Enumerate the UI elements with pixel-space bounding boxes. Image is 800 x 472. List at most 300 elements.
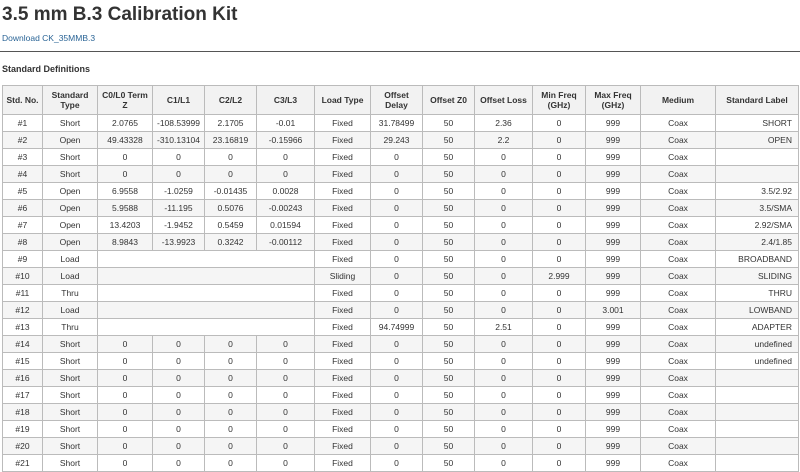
table-cell-standard-type: Short (43, 115, 98, 132)
table-row (3, 149, 799, 166)
table-cell-min-freq: 0 (533, 302, 586, 319)
table-cell-max-freq: 999 (586, 183, 641, 200)
table-cell-load-type: Fixed (315, 336, 371, 353)
page-title: 3.5 mm B.3 Calibration Kit (2, 4, 238, 25)
table-cell-standard-label: THRU (716, 285, 799, 302)
table-cell-std-no: #20 (3, 438, 43, 455)
table-cell-offset-loss: 0 (475, 404, 533, 421)
table-cell-medium: Coax (641, 285, 716, 302)
table-cell-offset-z0: 50 (423, 370, 475, 387)
table-cell-c0-l0-term-z: 2.0765 (98, 115, 153, 132)
table-cell-standard-type: Short (43, 438, 98, 455)
table-cell-offset-delay: 94.74999 (371, 319, 423, 336)
table-cell-max-freq: 999 (586, 455, 641, 472)
table-cell-max-freq: 999 (586, 200, 641, 217)
table-cell-load-type: Fixed (315, 132, 371, 149)
table-cell-standard-label: SHORT (716, 115, 799, 132)
table-cell-c1-l1: 0 (153, 149, 205, 166)
table-cell-offset-delay: 0 (371, 438, 423, 455)
table-cell-offset-delay: 0 (371, 336, 423, 353)
table-cell-min-freq: 0 (533, 455, 586, 472)
table-cell-offset-z0: 50 (423, 319, 475, 336)
table-cell-offset-loss: 0 (475, 336, 533, 353)
table-cell-standard-type: Open (43, 200, 98, 217)
table-cell-offset-z0: 50 (423, 421, 475, 438)
download-link[interactable]: Download CK_35MMB.3 (2, 33, 96, 43)
table-cell-medium: Coax (641, 251, 716, 268)
table-cell-standard-type: Load (43, 251, 98, 268)
table-cell-medium: Coax (641, 370, 716, 387)
table-cell-medium: Coax (641, 217, 716, 234)
table-cell-c1-l1: -1.0259 (153, 183, 205, 200)
table-cell-standard-label: 3.5/SMA (716, 200, 799, 217)
table-cell-c0-l0-term-z: 13.4203 (98, 217, 153, 234)
table-row (3, 183, 799, 200)
table-cell-load-type: Fixed (315, 302, 371, 319)
table-cell-empty (98, 302, 315, 319)
table-cell-standard-type: Short (43, 149, 98, 166)
table-cell-offset-loss: 0 (475, 370, 533, 387)
table-cell-medium: Coax (641, 149, 716, 166)
table-cell-offset-z0: 50 (423, 302, 475, 319)
section-title: Standard Definitions (2, 64, 91, 74)
table-cell-c3-l3: 0 (257, 404, 315, 421)
table-cell-offset-loss: 2.36 (475, 115, 533, 132)
table-cell-load-type: Fixed (315, 234, 371, 251)
column-header-c1-l1: C1/L1 (153, 86, 205, 115)
table-cell-c2-l2: 0.3242 (205, 234, 257, 251)
table-cell-offset-z0: 50 (423, 285, 475, 302)
table-cell-empty (98, 319, 315, 336)
table-cell-std-no: #7 (3, 217, 43, 234)
table-cell-c1-l1: 0 (153, 370, 205, 387)
table-cell-load-type: Fixed (315, 353, 371, 370)
table-cell-std-no: #18 (3, 404, 43, 421)
table-cell-c0-l0-term-z: 0 (98, 438, 153, 455)
table-cell-medium: Coax (641, 166, 716, 183)
table-cell-c1-l1: 0 (153, 438, 205, 455)
table-cell-c0-l0-term-z: 0 (98, 404, 153, 421)
table-cell-medium: Coax (641, 132, 716, 149)
table-cell-c3-l3: -0.01 (257, 115, 315, 132)
table-body (3, 115, 799, 472)
table-cell-offset-loss: 2.2 (475, 132, 533, 149)
table-row (3, 217, 799, 234)
table-cell-std-no: #11 (3, 285, 43, 302)
table-cell-max-freq: 999 (586, 319, 641, 336)
table-cell-standard-label: undefined (716, 336, 799, 353)
table-cell-std-no: #4 (3, 166, 43, 183)
table-cell-offset-z0: 50 (423, 455, 475, 472)
table-cell-c3-l3: 0 (257, 336, 315, 353)
table-cell-c0-l0-term-z: 0 (98, 336, 153, 353)
table-cell-max-freq: 999 (586, 132, 641, 149)
table-cell-c1-l1: 0 (153, 336, 205, 353)
table-cell-load-type: Fixed (315, 200, 371, 217)
table-cell-c2-l2: 0.5076 (205, 200, 257, 217)
table-row (3, 115, 799, 132)
table-cell-offset-loss: 2.51 (475, 319, 533, 336)
table-cell-standard-label: BROADBAND (716, 251, 799, 268)
table-cell-c2-l2: 0 (205, 438, 257, 455)
table-cell-c2-l2: 0 (205, 404, 257, 421)
column-header-medium: Medium (641, 86, 716, 115)
table-cell-offset-delay: 0 (371, 404, 423, 421)
table-cell-offset-delay: 0 (371, 285, 423, 302)
table-cell-c1-l1: -11.195 (153, 200, 205, 217)
table-cell-max-freq: 999 (586, 149, 641, 166)
table-cell-max-freq: 999 (586, 421, 641, 438)
table-row (3, 336, 799, 353)
table-cell-c0-l0-term-z: 0 (98, 370, 153, 387)
table-cell-std-no: #13 (3, 319, 43, 336)
table-cell-offset-loss: 0 (475, 234, 533, 251)
table-cell-offset-loss: 0 (475, 302, 533, 319)
table-cell-offset-loss: 0 (475, 268, 533, 285)
table-cell-standard-label (716, 166, 799, 183)
table-cell-c1-l1: 0 (153, 404, 205, 421)
table-cell-max-freq: 999 (586, 438, 641, 455)
table-cell-c3-l3: 0 (257, 370, 315, 387)
table-cell-c1-l1: -1.9452 (153, 217, 205, 234)
table-row (3, 251, 799, 268)
table-cell-max-freq: 999 (586, 217, 641, 234)
table-row (3, 132, 799, 149)
table-cell-offset-z0: 50 (423, 166, 475, 183)
table-cell-offset-loss: 0 (475, 251, 533, 268)
table-cell-c1-l1: 0 (153, 166, 205, 183)
table-cell-standard-label (716, 404, 799, 421)
table-cell-offset-loss: 0 (475, 285, 533, 302)
table-cell-c2-l2: 0 (205, 455, 257, 472)
table-row (3, 438, 799, 455)
table-cell-max-freq: 999 (586, 370, 641, 387)
column-header-load-type: Load Type (315, 86, 371, 115)
table-cell-standard-type: Short (43, 404, 98, 421)
table-cell-standard-label: 2.92/SMA (716, 217, 799, 234)
table-cell-offset-loss: 0 (475, 200, 533, 217)
table-cell-standard-type: Open (43, 234, 98, 251)
table-cell-medium: Coax (641, 234, 716, 251)
table-cell-medium: Coax (641, 302, 716, 319)
table-cell-std-no: #6 (3, 200, 43, 217)
table-cell-c0-l0-term-z: 0 (98, 455, 153, 472)
table-row (3, 302, 799, 319)
table-cell-load-type: Sliding (315, 268, 371, 285)
table-cell-offset-loss: 0 (475, 353, 533, 370)
table-cell-c1-l1: -310.13104 (153, 132, 205, 149)
table-cell-c0-l0-term-z: 0 (98, 387, 153, 404)
table-cell-offset-z0: 50 (423, 336, 475, 353)
table-cell-load-type: Fixed (315, 217, 371, 234)
table-cell-max-freq: 999 (586, 268, 641, 285)
table-cell-c3-l3: 0.01594 (257, 217, 315, 234)
table-cell-medium: Coax (641, 438, 716, 455)
table-cell-offset-z0: 50 (423, 353, 475, 370)
table-cell-empty (98, 251, 315, 268)
table-cell-offset-z0: 50 (423, 251, 475, 268)
table-cell-max-freq: 999 (586, 234, 641, 251)
table-cell-min-freq: 0 (533, 319, 586, 336)
table-cell-offset-z0: 50 (423, 234, 475, 251)
table-cell-c3-l3: -0.15966 (257, 132, 315, 149)
table-cell-empty (98, 268, 315, 285)
table-cell-c3-l3: 0.0028 (257, 183, 315, 200)
table-cell-medium: Coax (641, 421, 716, 438)
table-cell-c1-l1: 0 (153, 455, 205, 472)
table-cell-offset-loss: 0 (475, 438, 533, 455)
table-cell-c0-l0-term-z: 8.9843 (98, 234, 153, 251)
table-cell-std-no: #2 (3, 132, 43, 149)
table-cell-offset-delay: 0 (371, 455, 423, 472)
table-cell-medium: Coax (641, 353, 716, 370)
table-cell-load-type: Fixed (315, 251, 371, 268)
table-cell-c3-l3: 0 (257, 421, 315, 438)
table-cell-standard-label (716, 421, 799, 438)
column-header-c3-l3: C3/L3 (257, 86, 315, 115)
table-cell-standard-type: Short (43, 336, 98, 353)
table-cell-offset-delay: 0 (371, 234, 423, 251)
table-cell-offset-delay: 0 (371, 370, 423, 387)
table-row (3, 353, 799, 370)
table-cell-max-freq: 999 (586, 353, 641, 370)
table-cell-min-freq: 0 (533, 149, 586, 166)
table-header-row (3, 86, 799, 115)
table-cell-standard-label: OPEN (716, 132, 799, 149)
table-cell-medium: Coax (641, 455, 716, 472)
table-cell-empty (98, 285, 315, 302)
table-cell-c0-l0-term-z: 0 (98, 353, 153, 370)
table-cell-standard-label (716, 455, 799, 472)
table-cell-c3-l3: 0 (257, 149, 315, 166)
table-cell-load-type: Fixed (315, 404, 371, 421)
table-cell-load-type: Fixed (315, 319, 371, 336)
table-cell-max-freq: 999 (586, 166, 641, 183)
table-cell-min-freq: 0 (533, 438, 586, 455)
table-cell-min-freq: 0 (533, 217, 586, 234)
table-cell-min-freq: 0 (533, 166, 586, 183)
table-cell-c2-l2: 0 (205, 421, 257, 438)
table-cell-min-freq: 0 (533, 353, 586, 370)
table-cell-min-freq: 0 (533, 285, 586, 302)
table-cell-c2-l2: 2.1705 (205, 115, 257, 132)
table-cell-std-no: #12 (3, 302, 43, 319)
column-header-offset-delay: Offset Delay (371, 86, 423, 115)
standard-definitions-table (2, 85, 799, 472)
table-cell-std-no: #8 (3, 234, 43, 251)
table-cell-std-no: #15 (3, 353, 43, 370)
table-cell-min-freq: 0 (533, 132, 586, 149)
table-cell-offset-z0: 50 (423, 149, 475, 166)
table-cell-offset-z0: 50 (423, 404, 475, 421)
table-cell-min-freq: 0 (533, 183, 586, 200)
table-cell-load-type: Fixed (315, 370, 371, 387)
table-cell-c3-l3: 0 (257, 166, 315, 183)
table-cell-max-freq: 999 (586, 336, 641, 353)
table-row (3, 370, 799, 387)
table-cell-offset-z0: 50 (423, 115, 475, 132)
table-cell-standard-type: Load (43, 268, 98, 285)
table-cell-standard-label (716, 387, 799, 404)
column-header-standard-type: Standard Type (43, 86, 98, 115)
table-cell-offset-delay: 31.78499 (371, 115, 423, 132)
table-cell-max-freq: 999 (586, 115, 641, 132)
table-cell-max-freq: 999 (586, 404, 641, 421)
table-cell-load-type: Fixed (315, 285, 371, 302)
table-cell-standard-label: ADAPTER (716, 319, 799, 336)
table-cell-offset-delay: 29.243 (371, 132, 423, 149)
table-cell-c3-l3: -0.00112 (257, 234, 315, 251)
table-cell-c2-l2: 0 (205, 336, 257, 353)
table-cell-load-type: Fixed (315, 183, 371, 200)
table-cell-std-no: #16 (3, 370, 43, 387)
column-header-c0-l0-term-z: C0/L0 Term Z (98, 86, 153, 115)
table-cell-offset-z0: 50 (423, 387, 475, 404)
table-cell-offset-delay: 0 (371, 217, 423, 234)
table-cell-c3-l3: 0 (257, 387, 315, 404)
table-cell-min-freq: 0 (533, 251, 586, 268)
table-cell-c3-l3: 0 (257, 438, 315, 455)
table-cell-min-freq: 0 (533, 421, 586, 438)
table-cell-offset-delay: 0 (371, 421, 423, 438)
table-cell-c2-l2: -0.01435 (205, 183, 257, 200)
table-row (3, 455, 799, 472)
table-cell-std-no: #5 (3, 183, 43, 200)
table-cell-min-freq: 0 (533, 370, 586, 387)
table-row (3, 200, 799, 217)
table-row (3, 166, 799, 183)
table-cell-std-no: #14 (3, 336, 43, 353)
table-cell-load-type: Fixed (315, 421, 371, 438)
table-cell-standard-type: Short (43, 387, 98, 404)
table-cell-c1-l1: 0 (153, 421, 205, 438)
table-cell-offset-loss: 0 (475, 387, 533, 404)
table-cell-c2-l2: 0 (205, 387, 257, 404)
table-row (3, 234, 799, 251)
column-header-offset-z0: Offset Z0 (423, 86, 475, 115)
table-cell-medium: Coax (641, 319, 716, 336)
table-cell-offset-loss: 0 (475, 455, 533, 472)
table-cell-c2-l2: 23.16819 (205, 132, 257, 149)
table-row (3, 387, 799, 404)
table-cell-offset-z0: 50 (423, 268, 475, 285)
table-cell-standard-type: Open (43, 217, 98, 234)
table-cell-standard-label: 3.5/2.92 (716, 183, 799, 200)
table-cell-max-freq: 999 (586, 251, 641, 268)
table-cell-c0-l0-term-z: 49.43328 (98, 132, 153, 149)
table-cell-min-freq: 0 (533, 387, 586, 404)
table-cell-offset-delay: 0 (371, 149, 423, 166)
column-header-c2-l2: C2/L2 (205, 86, 257, 115)
table-cell-c3-l3: 0 (257, 455, 315, 472)
table-cell-medium: Coax (641, 336, 716, 353)
column-header-std-no: Std. No. (3, 86, 43, 115)
table-cell-c1-l1: -13.9923 (153, 234, 205, 251)
table-row (3, 285, 799, 302)
table-cell-medium: Coax (641, 183, 716, 200)
divider (0, 51, 800, 52)
table-cell-load-type: Fixed (315, 387, 371, 404)
table-cell-offset-loss: 0 (475, 149, 533, 166)
table-cell-load-type: Fixed (315, 438, 371, 455)
table-cell-min-freq: 0 (533, 336, 586, 353)
table-cell-c2-l2: 0 (205, 370, 257, 387)
table-cell-max-freq: 3.001 (586, 302, 641, 319)
table-cell-c2-l2: 0 (205, 166, 257, 183)
table-cell-c1-l1: -108.53999 (153, 115, 205, 132)
table-row (3, 319, 799, 336)
table-cell-standard-label (716, 149, 799, 166)
table-cell-standard-type: Thru (43, 319, 98, 336)
table-cell-standard-type: Short (43, 421, 98, 438)
table-cell-standard-type: Short (43, 166, 98, 183)
table-cell-medium: Coax (641, 404, 716, 421)
table-cell-offset-delay: 0 (371, 200, 423, 217)
table-cell-std-no: #10 (3, 268, 43, 285)
table-cell-load-type: Fixed (315, 166, 371, 183)
table-cell-c0-l0-term-z: 0 (98, 421, 153, 438)
table-cell-offset-delay: 0 (371, 183, 423, 200)
table-cell-standard-label: undefined (716, 353, 799, 370)
table-cell-c1-l1: 0 (153, 387, 205, 404)
table-cell-load-type: Fixed (315, 149, 371, 166)
table-cell-c0-l0-term-z: 5.9588 (98, 200, 153, 217)
table-cell-offset-loss: 0 (475, 166, 533, 183)
table-cell-standard-type: Load (43, 302, 98, 319)
table-cell-min-freq: 0 (533, 115, 586, 132)
table-cell-offset-z0: 50 (423, 183, 475, 200)
table-cell-std-no: #21 (3, 455, 43, 472)
table-cell-standard-type: Short (43, 353, 98, 370)
table-cell-offset-delay: 0 (371, 268, 423, 285)
table-cell-c0-l0-term-z: 0 (98, 149, 153, 166)
table-cell-min-freq: 2.999 (533, 268, 586, 285)
table-cell-min-freq: 0 (533, 234, 586, 251)
table-cell-std-no: #17 (3, 387, 43, 404)
table-row (3, 268, 799, 285)
table-cell-offset-z0: 50 (423, 200, 475, 217)
table-cell-offset-z0: 50 (423, 438, 475, 455)
table-cell-load-type: Fixed (315, 455, 371, 472)
table-row (3, 421, 799, 438)
table-cell-max-freq: 999 (586, 285, 641, 302)
table-cell-offset-loss: 0 (475, 183, 533, 200)
table-cell-standard-label: SLIDING (716, 268, 799, 285)
table-cell-standard-type: Open (43, 132, 98, 149)
table-cell-c0-l0-term-z: 0 (98, 166, 153, 183)
table-cell-c2-l2: 0 (205, 149, 257, 166)
table-cell-std-no: #19 (3, 421, 43, 438)
table-cell-c0-l0-term-z: 6.9558 (98, 183, 153, 200)
column-header-max-freq: Max Freq (GHz) (586, 86, 641, 115)
table-cell-standard-label (716, 438, 799, 455)
table-cell-offset-delay: 0 (371, 387, 423, 404)
table-cell-c3-l3: 0 (257, 353, 315, 370)
table-cell-standard-type: Short (43, 370, 98, 387)
table-cell-offset-delay: 0 (371, 166, 423, 183)
column-header-offset-loss: Offset Loss (475, 86, 533, 115)
table-cell-offset-delay: 0 (371, 353, 423, 370)
table-cell-medium: Coax (641, 268, 716, 285)
table-cell-c3-l3: -0.00243 (257, 200, 315, 217)
table-cell-c1-l1: 0 (153, 353, 205, 370)
table-cell-offset-z0: 50 (423, 132, 475, 149)
table-cell-medium: Coax (641, 387, 716, 404)
table-cell-min-freq: 0 (533, 404, 586, 421)
table-cell-standard-type: Thru (43, 285, 98, 302)
table-cell-medium: Coax (641, 200, 716, 217)
table-cell-load-type: Fixed (315, 115, 371, 132)
